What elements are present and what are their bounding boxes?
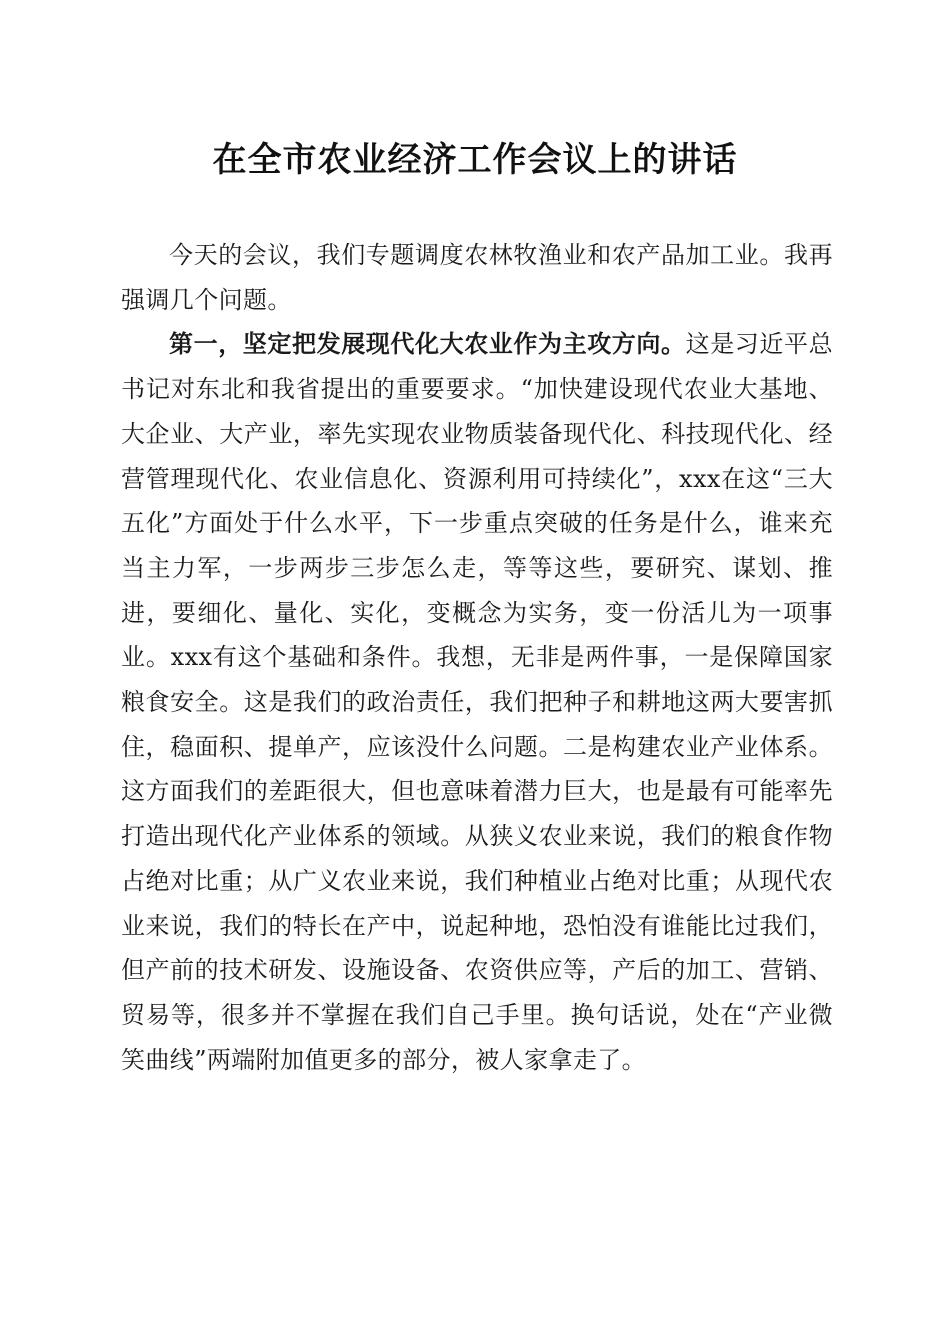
paragraph-first-point-text: 这是习近平总书记对东北和我省提出的重要要求。“加快建设现代农业大基地、大企业、大产业，率先实现农业物质装备现代化、科技现代化、经营管理现代化、农业信息化、资源利用可持续化”，xxx在这“三大五化”方面处于什么水平，下一步重点突破的任务是什么，谁来充当主力军，一步两步三步怎么走，等等这些，要研究、谋划、推进，要细化、量化、实化，变概念为实务，变一份活儿为一项事业。xxx有这个基础和条件。我想，无非是两件事，一是保障国家粮食安全。这是我们的政治责任，我们把种子和耕地这两大要害抓住，稳面积、提单产，应该没什么问题。二是构建农业产业体系。这方面我们的差距很大，但也意味着潜力巨大，也是最有可能率先打造出现代化产业体系的领域。从狭义农业来说，我们的粮食作物占绝对比重；从广义农业来说，我们种植业占绝对比重；从现代农业来说，我们的特长在产中，说起种地，恐怕没有谁能比过我们，但产前的技术研发、设施设备、农资供应等，产后的加工、营销、贸易等，很多并不掌握在我们自己手里。换句话说，处在“产业微笑曲线”两端附加值更多的部分，被人家拿走了。 xyxy=(121,330,833,1074)
document-body xyxy=(121,233,833,1082)
paragraph-first-point-heading: 第一，坚定把发展现代化大农业作为主攻方向。 xyxy=(169,329,686,359)
paragraph-intro xyxy=(121,233,833,322)
document-title: 在全市农业经济工作会议上的讲话 xyxy=(212,140,738,180)
paragraph-first-point xyxy=(121,322,833,1082)
paragraph-intro-text: 今天的会议，我们专题调度农林牧渔业和农产品加工业。我再强调几个问题。 xyxy=(121,241,833,314)
